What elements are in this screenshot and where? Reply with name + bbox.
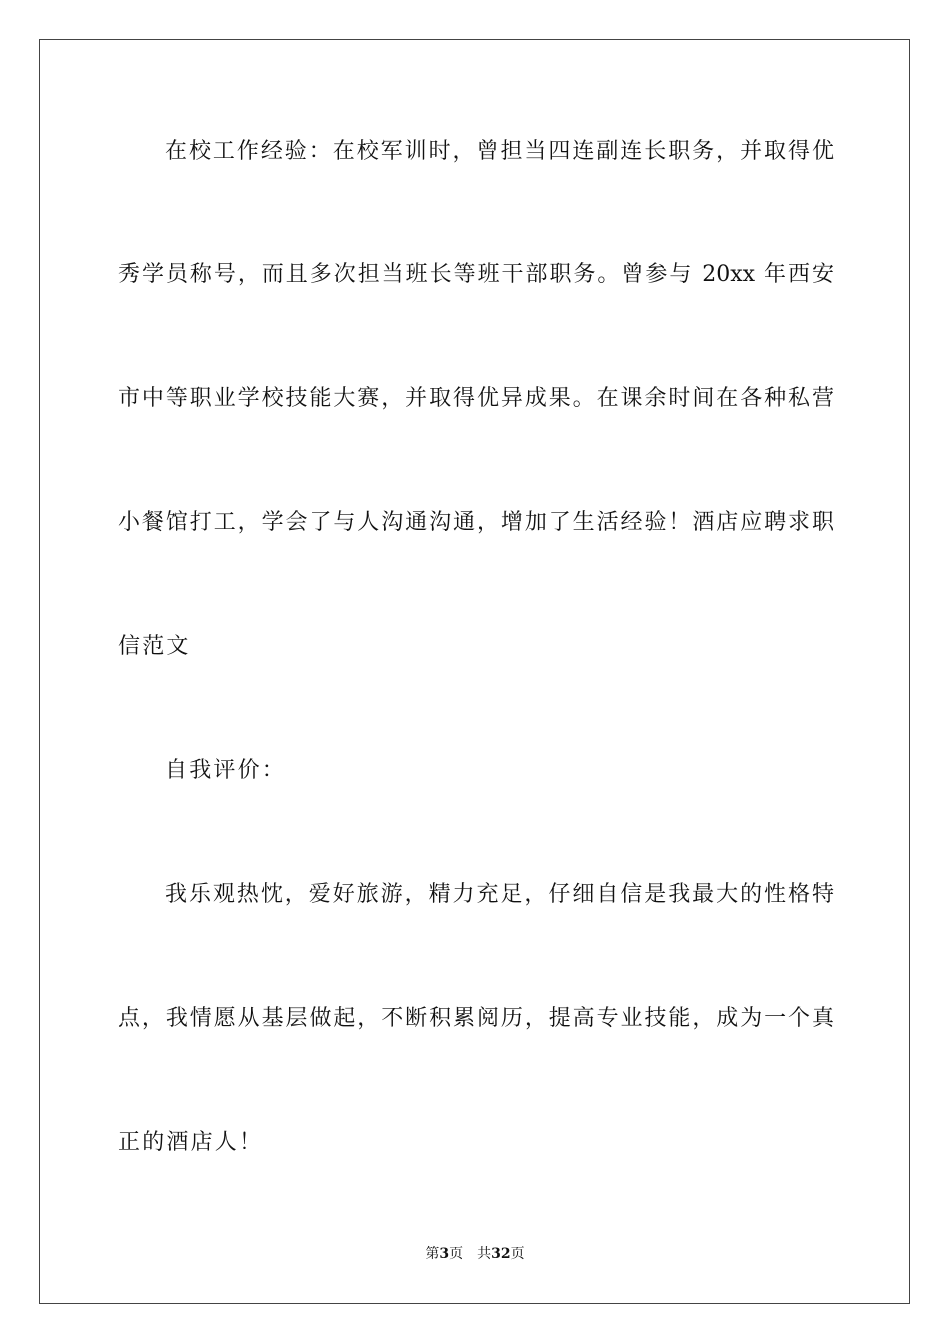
paragraph-line: 正的酒店人！: [118, 1130, 264, 1155]
paragraph-line: 秀学员称号，而且多次担当班长等班干部职务。曾参与 20xx 年西安: [118, 262, 834, 287]
paragraph-line: 市中等职业学校技能大赛，并取得优异成果。在课余时间在各种私营: [118, 386, 834, 411]
total-prefix: 共: [477, 1246, 492, 1262]
section-heading: 自我评价：: [165, 758, 287, 783]
paragraph-line: 信范文: [118, 634, 191, 659]
page-border: [39, 39, 910, 1304]
page-prefix: 第: [425, 1246, 440, 1262]
page-footer: [0, 1244, 950, 1264]
paragraph-line: 点，我情愿从基层做起，不断积累阅历，提高专业技能，成为一个真: [118, 1006, 834, 1031]
page-number: 3: [439, 1246, 450, 1262]
paragraph-line: 在校工作经验：在校军训时，曾担当四连副连长职务，并取得优: [165, 139, 834, 164]
total-suffix: 页: [510, 1246, 525, 1262]
paragraph-line: 小餐馆打工，学会了与人沟通沟通，增加了生活经验！酒店应聘求职: [118, 510, 834, 535]
paragraph-line: 我乐观热忱，爱好旅游，精力充足，仔细自信是我最大的性格特: [165, 882, 834, 907]
total-pages: 32: [491, 1246, 511, 1262]
page-suffix: 页: [449, 1246, 464, 1262]
